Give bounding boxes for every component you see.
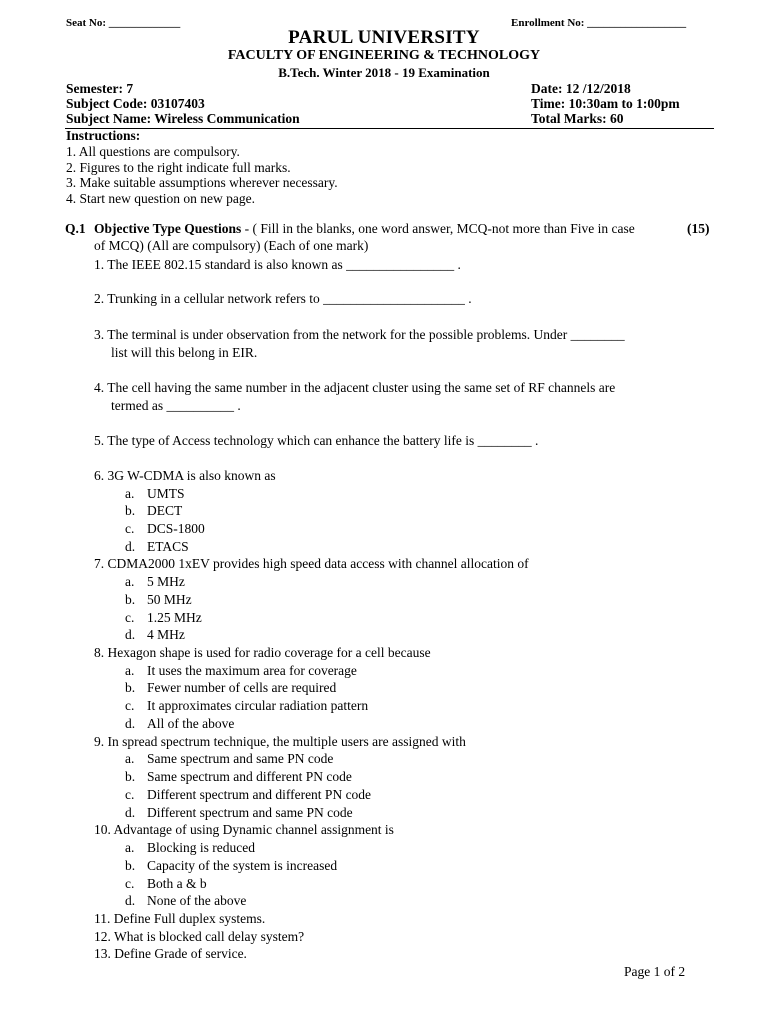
mcq-option [125,805,353,821]
mcq-option [125,716,234,732]
option-text: Fewer number of cells are required [147,680,337,695]
option-text: None of the above [147,893,247,908]
option-letter: a. [125,663,135,678]
question-description-continued: of MCQ) (All are compulsory) (Each of one mark) [94,238,369,253]
option-text: UMTS [147,486,185,501]
option-letter: d. [125,805,136,820]
option-text: DCS-1800 [147,521,205,536]
question-marks: (15) [687,221,710,236]
option-letter: a. [125,486,135,501]
mcq-option [125,663,357,679]
option-text: It approximates circular radiation pattern [147,698,369,713]
option-letter: c. [125,876,135,891]
subject-name: Subject Name: Wireless Communication [66,111,300,126]
question-item-continued: list will this belong in EIR. [111,345,258,360]
mcq-option [125,610,202,626]
option-letter: c. [125,521,135,536]
mcq-option [125,769,352,785]
instruction-item: 4. Start new question on new page. [66,191,255,206]
mcq-option [125,876,207,892]
instruction-item: 3. Make suitable assumptions wherever necessary. [66,175,338,190]
instruction-item: 1. All questions are compulsory. [66,144,240,159]
question-heading [94,221,635,237]
option-text: Same spectrum and same PN code [147,751,334,766]
page-number: Page 1 of 2 [624,964,686,979]
question-description: - ( Fill in the blanks, one word answer, MCQ-not more than Five in case [241,221,635,236]
option-text: All of the above [147,716,235,731]
option-text: Same spectrum and different PN code [147,769,352,784]
semester: Semester: 7 [66,81,134,96]
option-letter: a. [125,574,135,589]
question-item: 13. Define Grade of service. [94,946,247,961]
mcq-option [125,503,182,519]
option-text: Different spectrum and different PN code [147,787,372,802]
option-letter: a. [125,751,135,766]
question-item: 1. The IEEE 802.15 standard is also known as ________________ . [94,257,461,272]
instruction-item: 2. Figures to the right indicate full marks. [66,160,291,175]
mcq-option [125,627,185,643]
mcq-option [125,592,192,608]
mcq-option [125,858,337,874]
option-text: 50 MHz [147,592,192,607]
seat-no: Seat No: _____________ [66,17,181,29]
option-text: It uses the maximum area for coverage [147,663,357,678]
question-item: 2. Trunking in a cellular network refers to _____________________ . [94,291,472,306]
option-text: Both a & b [147,876,207,891]
header-divider [65,128,714,129]
faculty-name: FACULTY OF ENGINEERING & TECHNOLOGY [227,48,541,63]
option-text: 1.25 MHz [147,610,202,625]
exam-date: Date: 12 /12/2018 [531,81,631,96]
total-marks: Total Marks: 60 [531,111,624,126]
mcq-option [125,698,368,714]
question-number: Q.1 [65,221,86,236]
option-text: Blocking is reduced [147,840,255,855]
mcq-option [125,840,255,856]
question-item: 10. Advantage of using Dynamic channel assignment is [94,822,394,837]
option-letter: a. [125,840,135,855]
enrollment-no: Enrollment No: __________________ [511,17,687,29]
option-letter: d. [125,539,136,554]
question-item-continued: termed as __________ . [111,398,241,413]
mcq-option [125,539,189,555]
option-letter: c. [125,610,135,625]
option-letter: b. [125,680,136,695]
option-letter: d. [125,893,136,908]
mcq-option [125,893,246,909]
option-letter: d. [125,627,136,642]
question-title: Objective Type Questions [94,221,242,236]
option-letter: b. [125,592,136,607]
option-text: DECT [147,503,183,518]
option-letter: c. [125,787,135,802]
mcq-option [125,787,371,803]
option-letter: b. [125,769,136,784]
question-item: 4. The cell having the same number in the adjacent cluster using the same set of RF channels are [94,380,616,395]
option-letter: b. [125,858,136,873]
option-letter: d. [125,716,136,731]
exam-title: B.Tech. Winter 2018 - 19 Examination [278,65,490,80]
instructions-heading: Instructions: [66,128,141,143]
exam-time: Time: 10:30am to 1:00pm [531,96,680,111]
university-name: PARUL UNIVERSITY [288,27,480,48]
option-text: 4 MHz [147,627,185,642]
option-text: ETACS [147,539,189,554]
mcq-option [125,486,185,502]
question-item: 9. In spread spectrum technique, the multiple users are assigned with [94,734,466,749]
option-letter: b. [125,503,136,518]
option-text: Different spectrum and same PN code [147,805,353,820]
question-item: 7. CDMA2000 1xEV provides high speed data access with channel allocation of [94,556,529,571]
question-item: 12. What is blocked call delay system? [94,929,305,944]
subject-code: Subject Code: 03107403 [66,96,205,111]
mcq-option [125,574,185,590]
question-item: 6. 3G W-CDMA is also known as [94,468,276,483]
option-letter: c. [125,698,135,713]
question-item: 5. The type of Access technology which can enhance the battery life is ________ . [94,433,539,448]
question-item: 3. The terminal is under observation from the network for the possible problems. Under ________ [94,327,625,342]
mcq-option [125,751,333,767]
mcq-option [125,680,336,696]
question-item: 8. Hexagon shape is used for radio coverage for a cell because [94,645,431,660]
option-text: Capacity of the system is increased [147,858,338,873]
mcq-option [125,521,205,537]
question-item: 11. Define Full duplex systems. [94,911,266,926]
option-text: 5 MHz [147,574,185,589]
